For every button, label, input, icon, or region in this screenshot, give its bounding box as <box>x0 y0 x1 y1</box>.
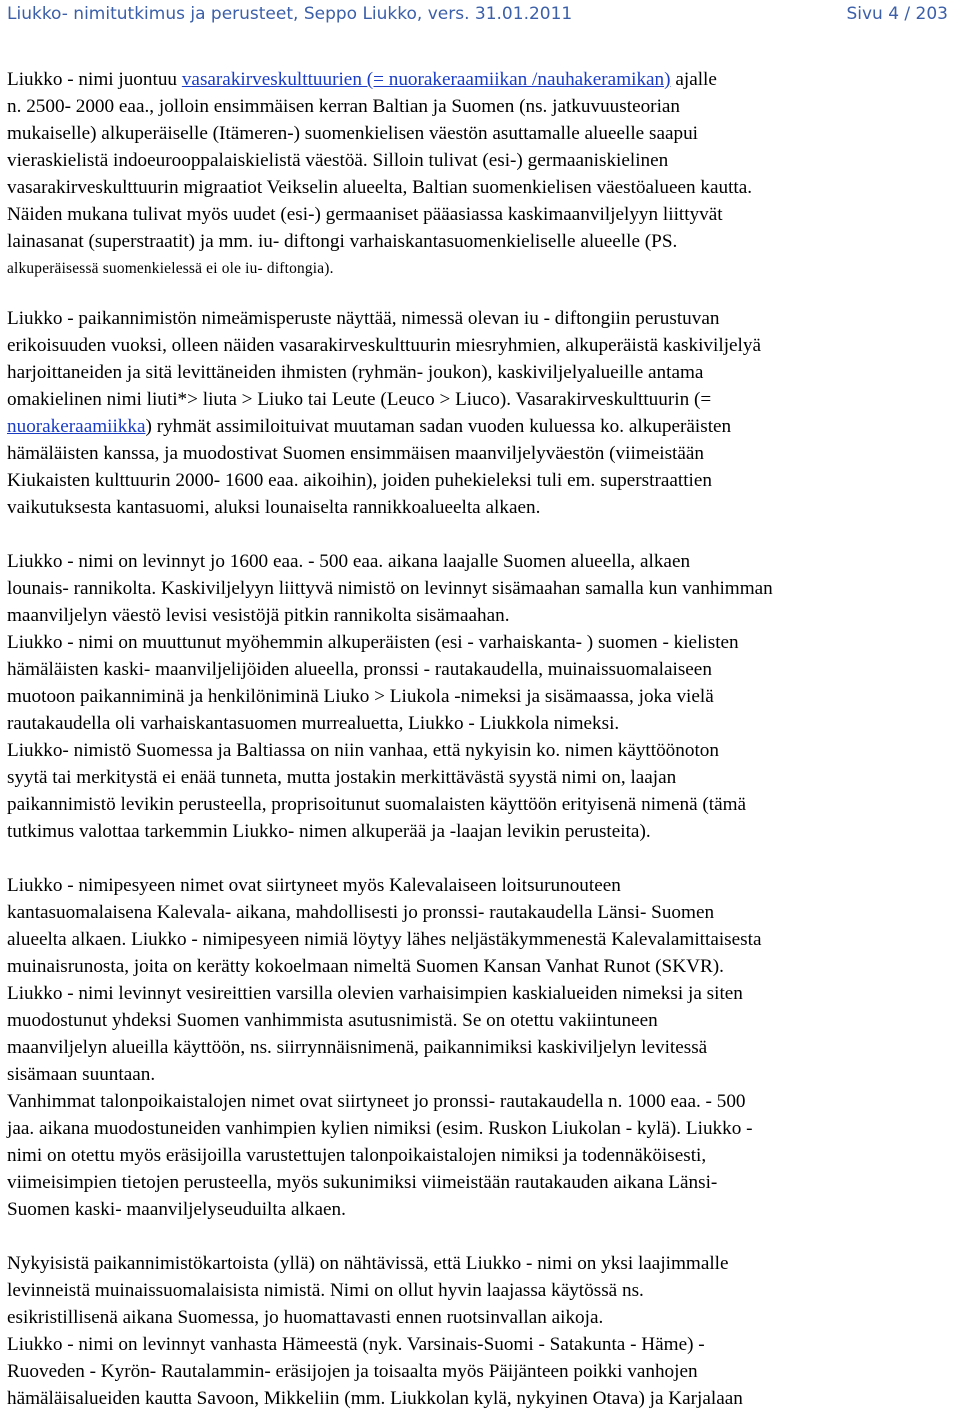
paragraph-maps <box>7 1250 951 1412</box>
text-line: Liukko - nimi on muuttunut myöhemmin alkuperäisten (esi - varhaiskanta- ) suomen - kielisten <box>7 632 739 653</box>
text-line: erikoisuuden vuoksi, olleen näiden vasarakirveskulttuurin miesryhmien, alkuperäistä kaskiviljelyä <box>7 335 761 356</box>
text-line: maanviljelyn alueilla käyttöön, ns. siirrynnäisnimenä, paikannimiksi kaskiviljelyn levitessä <box>7 1037 708 1058</box>
text-line: viimeisimpien tietojen perusteella, myös sukunimiksi viimeistään rautakauden aikana Länsi- <box>7 1172 718 1193</box>
text-line: hämäläisten kanssa, ja muodostivat Suomen ensimmäisen maanviljelyväestön (viimeistään <box>7 443 704 464</box>
paragraph-spread <box>7 548 951 845</box>
text-line: rautakaudella oli varhaiskantasuomen murrealuetta, Liukko - Liukkola nimeksi. <box>7 713 620 734</box>
text-line: n. 2500- 2000 eaa., jolloin ensimmäisen kerran Baltian ja Suomen (ns. jatkuvuusteorian <box>7 96 681 117</box>
paragraph-gap <box>7 1223 951 1250</box>
text-line: Liukko - nimi on levinnyt jo 1600 eaa. - 500 eaa. aikana laajalle Suomen alueella, alkaen <box>7 551 691 572</box>
text-line: muotoon paikanniminä ja henkilöniminä Liuko > Liukola -nimeksi ja sisämaassa, joka vielä <box>7 686 714 707</box>
text-line: kantasuomalaisena Kalevala- aikana, mahdollisesti jo pronssi- rautakaudella Länsi- Suomen <box>7 902 715 923</box>
text-line: Nykyisistä paikannimistökartoista (yllä) on nähtävissä, että Liukko - nimi on yksi laajimmalle <box>7 1253 729 1274</box>
page-header <box>7 4 948 30</box>
text-line: esikristillisenä aikana Suomessa, jo huomattavasti ennen ruotsinvallan aikoja. <box>7 1307 604 1328</box>
text-line: omakielinen nimi liuti*> liuta > Liuko tai Leute (Leuco > Liuco). Vasarakirveskulttuurin (= <box>7 389 712 410</box>
text-line: tutkimus valottaa tarkemmin Liukko- nimen alkuperää ja -laajan levikin perusteita). <box>7 821 651 842</box>
text-line: lounais- rannikolta. Kaskiviljelyyn liittyvä nimistö on levinnyt sisämaahan samalla kun vanhimman <box>7 578 773 599</box>
text-line: alueelta alkaen. Liukko - nimipesyeen nimiä löytyy lähes neljästäkymmenestä Kalevalamittaisesta <box>7 929 762 950</box>
text-line: Ruoveden - Kyrön- Rautalammin- eräsijojen ja toisaalta myös Päijänteen poikki vanhojen <box>7 1361 698 1382</box>
text-line: harjoittaneiden ja sitä levittäneiden ihmisten (ryhmän- joukon), kaskiviljelyalueille antama <box>7 362 704 383</box>
text-line: nimi on otettu myös eräsijoilla varustettujen talonpoikaistalojen nimiksi ja todennäköisesti, <box>7 1145 707 1166</box>
text-line: syytä tai merkitystä ei enää tunneta, mutta jostakin merkittävästä syystä nimi on, laajan <box>7 767 677 788</box>
paragraph-gap <box>7 521 951 548</box>
header-page-number: Sivu 4 / 203 <box>846 4 948 24</box>
vasarakirveskulttuurien-link[interactable]: vasarakirveskulttuurien (= nuorakeraamiikan /nauhakeramikan) <box>181 69 671 90</box>
text-line: alkuperäisessä suomenkielessä ei ole iu- diftongia). <box>7 260 334 277</box>
text-line: vasarakirveskulttuurin migraatiot Veikselin alueelta, Baltian suomenkielisen väestöalueen kautta. <box>7 177 753 198</box>
paragraph-naming-basis <box>7 305 951 521</box>
text-line: sisämaan suuntaan. <box>7 1064 156 1085</box>
header-document-title: Liukko- nimitutkimus ja perusteet, Seppo Liukko, vers. 31.01.2011 <box>7 4 573 24</box>
text-line: vieraskielistä indoeurooppalaiskielistä väestöä. Silloin tulivat (esi-) germaaniskielinen <box>7 150 669 171</box>
text-line: muodostunut yhdeksi Suomen vanhimmista asutusnimistä. Se on otettu vakiintuneen <box>7 1010 658 1031</box>
text-line: vaikutuksesta kantasuomi, aluksi lounaiselta rannikkoalueelta alkaen. <box>7 497 541 518</box>
text-line: nuorakeraamiikka) ryhmät assimiloituivat muutaman sadan vuoden kuluessa ko. alkuperäisten <box>7 416 732 437</box>
text-line: Näiden mukana tulivat myös uudet (esi-) germaaniset pääasiassa kaskimaanviljelyyn liittyvät <box>7 204 723 225</box>
paragraph-origin <box>7 66 951 282</box>
text-line: Kiukaisten kulttuurin 2000- 1600 eaa. aikoihin), joiden puhekieleksi tuli em. superstraattien <box>7 470 712 491</box>
text-line: Liukko - nimi on levinnyt vanhasta Hämeestä (nyk. Varsinais-Suomi - Satakunta - Häme) - <box>7 1334 705 1355</box>
paragraph-gap <box>7 282 951 305</box>
text-line: lainasanat (superstraatit) ja mm. iu- diftongi varhaiskantasuomenkieliselle alueelle (PS. <box>7 231 678 252</box>
paragraph-kalevala <box>7 872 951 1223</box>
text-line: Suomen kaski- maanviljelyseuduilta alkaen. <box>7 1199 346 1220</box>
text-line: Liukko - nimipesyeen nimet ovat siirtyneet myös Kalevalaiseen loitsurunouteen <box>7 875 621 896</box>
text-line: Vanhimmat talonpoikaistalojen nimet ovat siirtyneet jo pronssi- rautakaudella n. 1000 eaa. - 500 <box>7 1091 746 1112</box>
text-line: muinaisrunosta, joita on kerätty kokoelmaan nimeltä Suomen Kansan Vanhat Runot (SKVR). <box>7 956 724 977</box>
text-line: maanviljelyn väestö levisi vesistöjä pitkin rannikolta sisämaahan. <box>7 605 510 626</box>
text-line: levinneistä muinaissuomalaisista nimistä. Nimi on ollut hyvin laajassa käytössä ns. <box>7 1280 644 1301</box>
text-line: mukaiselle) alkuperäiselle (Itämeren-) suomenkielisen väestön asuttamalle alueelle saapui <box>7 123 699 144</box>
text-line: Liukko - nimi juontuu vasarakirveskulttuurien (= nuorakeraamiikan /nauhakeramikan) ajalle <box>7 69 717 90</box>
nuorakeraamiikka-link[interactable]: nuorakeraamiikka <box>7 416 146 437</box>
text-line: Liukko - nimi levinnyt vesireittien varsilla olevien varhaisimpien kaskialueiden nimeksi ja siten <box>7 983 743 1004</box>
text-line: paikannimistö levikin perusteella, proprisoitunut suomalaisten käyttöön erityisenä nimenä (tämä <box>7 794 747 815</box>
paragraph-gap <box>7 845 951 872</box>
text-line: hämäläisalueiden kautta Savoon, Mikkeliin (mm. Liukkolan kylä, nykyinen Otava) ja Karjalaan <box>7 1388 743 1409</box>
text-line: Liukko- nimistö Suomessa ja Baltiassa on niin vanhaa, että nykyisin ko. nimen käyttöönoton <box>7 740 719 761</box>
text-line: hämäläisten kaski- maanviljelijöiden alueella, pronssi - rautakaudella, muinaissuomalaiseen <box>7 659 712 680</box>
text-line: Liukko - paikannimistön nimeämisperuste näyttää, nimessä olevan iu - diftongiin perustuvan <box>7 308 720 329</box>
document-body <box>7 66 951 1412</box>
text-line: jaa. aikana muodostuneiden vanhimpien kylien nimiksi (esim. Ruskon Liukolan - kylä). Liukko - <box>7 1118 753 1139</box>
